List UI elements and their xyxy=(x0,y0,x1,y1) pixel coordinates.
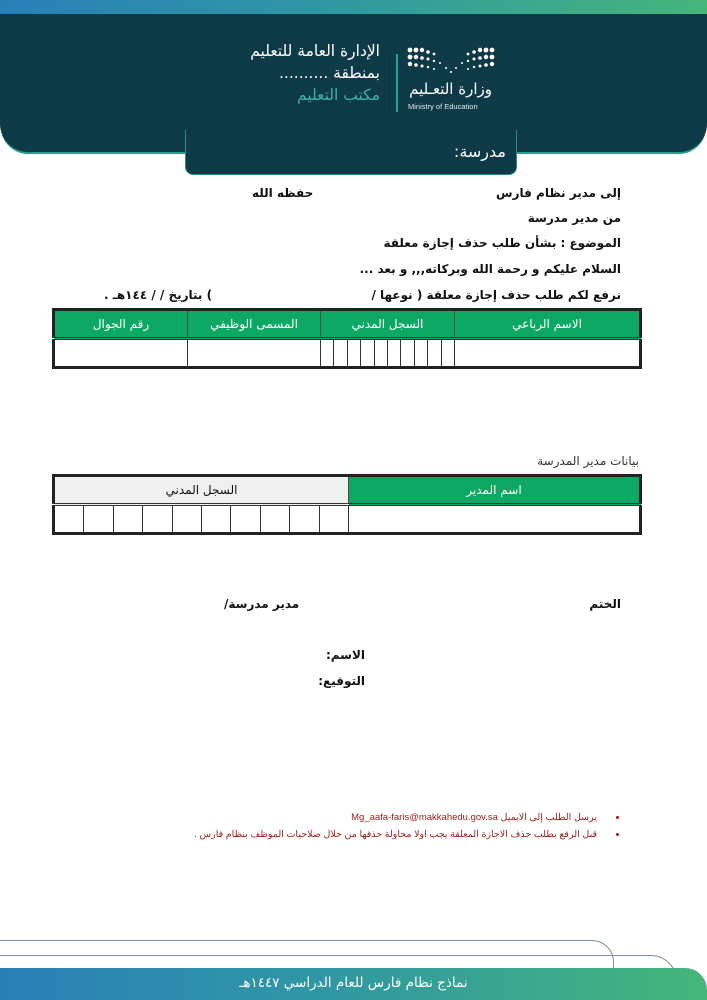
job-title-field[interactable] xyxy=(188,339,321,368)
digit-cell[interactable] xyxy=(201,506,230,532)
header-title-block xyxy=(250,40,380,106)
principal-table xyxy=(52,474,642,535)
general-directorate: الإدارة العامة للتعليم xyxy=(250,42,380,60)
header-full-name: الاسم الرباعي xyxy=(455,310,641,339)
page-footer xyxy=(0,968,707,1000)
principal-civil-id-field[interactable] xyxy=(54,505,349,534)
digit-cell[interactable] xyxy=(414,340,427,366)
header-principal-civil-id: السجل المدني xyxy=(54,476,349,505)
signature-label: التوقيع: xyxy=(318,674,365,688)
digit-cell[interactable] xyxy=(289,506,318,532)
digit-cell[interactable] xyxy=(142,506,171,532)
digit-cell[interactable] xyxy=(319,506,348,532)
header-principal-name: اسم المدير xyxy=(349,476,641,505)
footer-text: نماذج نظام فارس للعام الدراسي ١٤٤٧هـ xyxy=(239,975,468,991)
principal-section-title: بيانات مدير المدرسة xyxy=(537,454,639,468)
full-name-field[interactable] xyxy=(455,339,641,368)
school-label: مدرسة: xyxy=(453,142,506,161)
digit-cell[interactable] xyxy=(55,506,83,532)
ministry-name-arabic: وزارة التعـليم xyxy=(409,80,492,98)
letter-subject: الموضوع : بشأن طلب حذف إجازة معلقة xyxy=(383,236,621,250)
civil-id-field[interactable] xyxy=(321,339,455,368)
header-job-title: المسمى الوظيفي xyxy=(188,310,321,339)
letter-to: إلى مدير نظام فارس xyxy=(496,186,621,200)
digit-cell[interactable] xyxy=(374,340,387,366)
name-label: الاسم: xyxy=(325,648,365,662)
note-item: • قبل الرفع بطلب حذف الاجازة المعلقة يجب اولا محاولة حذفها من خلال صلاحيات الموظف بنظام فارس . xyxy=(194,829,607,840)
education-office: مكتب التعليم xyxy=(297,86,380,104)
ministry-logo xyxy=(404,36,504,116)
letter-greeting-suffix: حفظه الله xyxy=(252,186,314,200)
letter-request: نرفع لكم طلب حذف إجازة معلقة ( نوعها / xyxy=(371,288,621,302)
digit-cell[interactable] xyxy=(347,340,360,366)
note-item: • يرسل الطلب إلى الايميل Mg_aafa-faris@makkahedu.gov.sa xyxy=(194,812,607,823)
mobile-field[interactable] xyxy=(54,339,188,368)
header-civil-id: السجل المدني xyxy=(321,310,455,339)
digit-cell[interactable] xyxy=(113,506,142,532)
letter-date: ) بتاريخ / / ١٤٤هـ . xyxy=(104,288,213,302)
digit-cell[interactable] xyxy=(321,340,333,366)
digit-cell[interactable] xyxy=(427,340,440,366)
civil-id-digit-cells xyxy=(321,340,454,366)
digit-cell[interactable] xyxy=(387,340,400,366)
stamp-label: الختم xyxy=(589,597,621,611)
notes-list xyxy=(194,812,621,846)
ministry-name-english: Ministry of Education xyxy=(408,102,478,111)
principal-label: مدير مدرسة/ xyxy=(224,597,300,611)
digit-cell[interactable] xyxy=(230,506,259,532)
digit-cell[interactable] xyxy=(441,340,454,366)
digit-cell[interactable] xyxy=(400,340,413,366)
employee-table xyxy=(52,308,642,369)
region-line: بمنطقة .......... xyxy=(278,64,380,82)
letter-salutation: السلام عليكم و رحمة الله وبركاته,,, و بعد ... xyxy=(359,262,621,276)
header-divider xyxy=(396,54,398,112)
header-mobile: رقم الجوال xyxy=(54,310,188,339)
principal-civil-id-digit-cells xyxy=(55,506,348,532)
school-name-box xyxy=(185,130,517,175)
digit-cell[interactable] xyxy=(260,506,289,532)
digit-cell[interactable] xyxy=(333,340,346,366)
logo-dots-icon xyxy=(406,46,496,76)
letter-from: من مدير مدرسة xyxy=(527,211,621,225)
digit-cell[interactable] xyxy=(360,340,373,366)
top-gradient-bar xyxy=(0,0,707,15)
digit-cell[interactable] xyxy=(83,506,112,532)
digit-cell[interactable] xyxy=(172,506,201,532)
principal-name-field[interactable] xyxy=(349,505,641,534)
